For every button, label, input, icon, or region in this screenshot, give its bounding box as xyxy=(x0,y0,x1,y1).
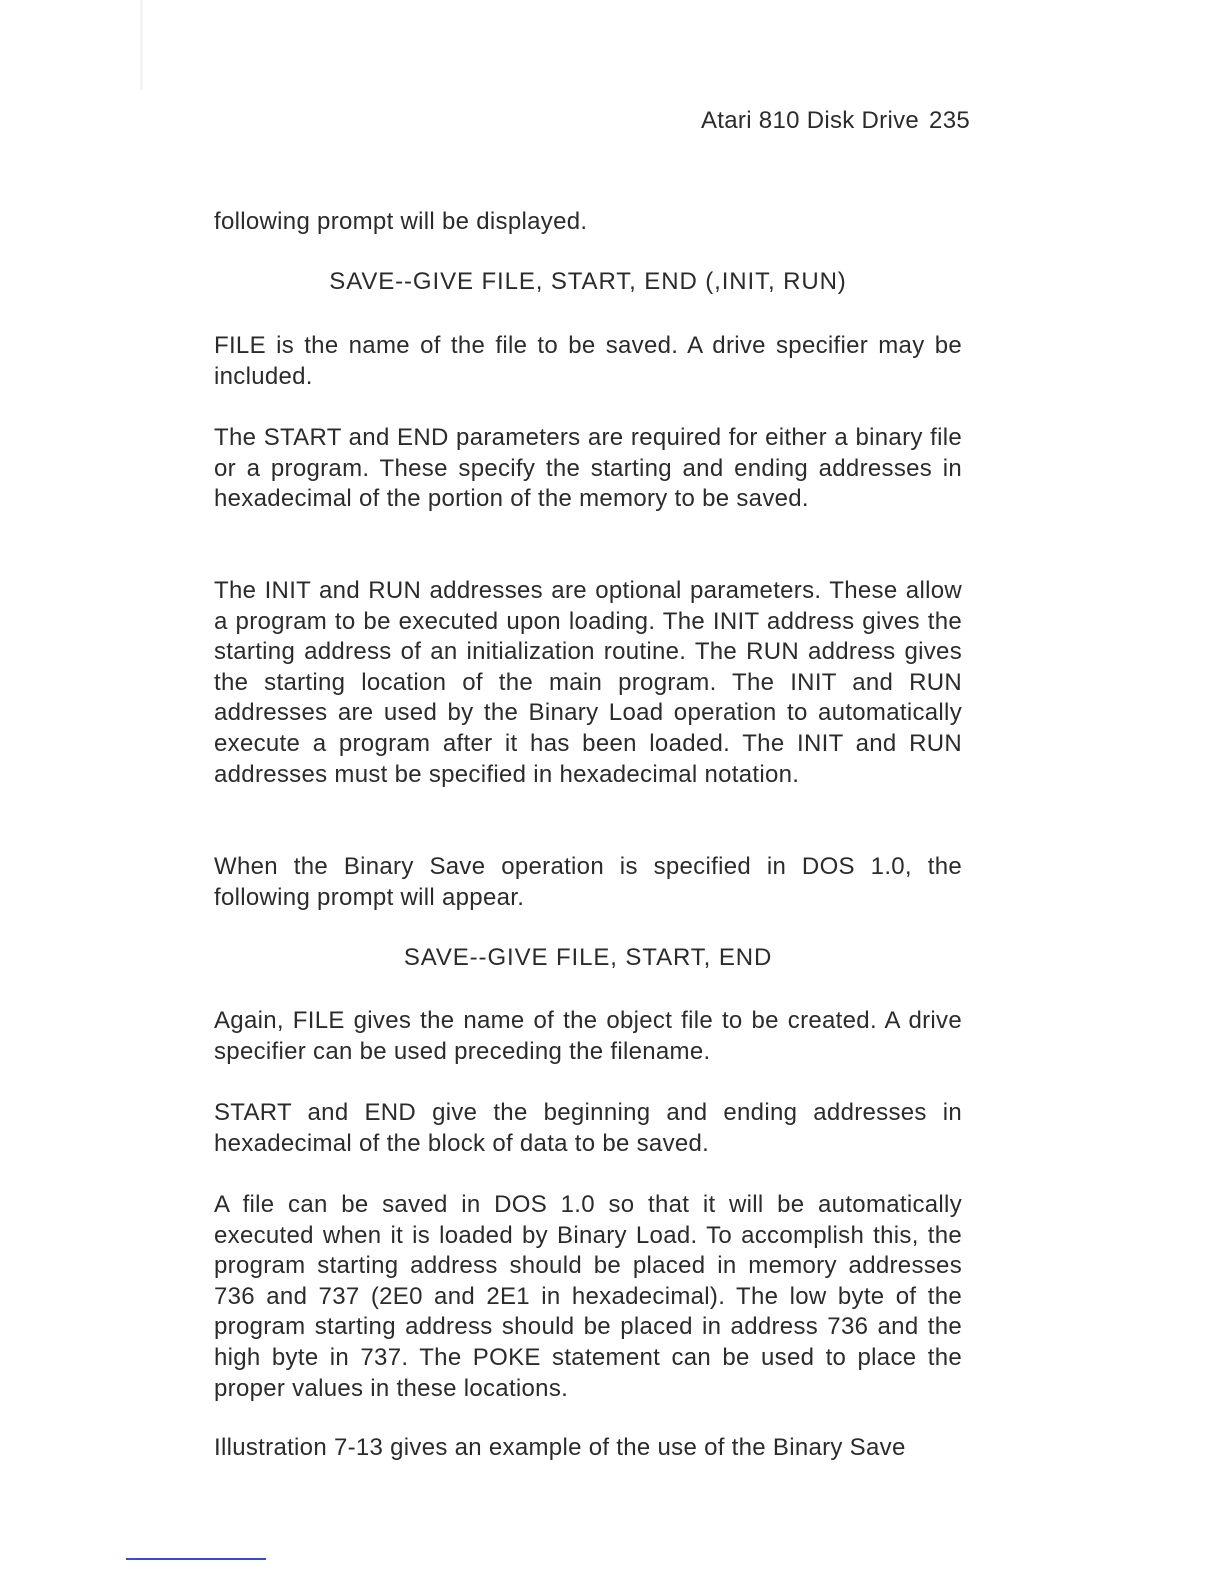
prompt-save-short: SAVE--GIVE FILE, START, END xyxy=(403,944,773,971)
header-title: Atari 810 Disk Drive xyxy=(700,107,920,134)
paragraph-object-file: Again, FILE gives the name of the object file to be created. A drive specifier can be used preceding the filename. xyxy=(214,1007,962,1065)
running-header xyxy=(701,107,970,135)
paragraph-start-end: The START and END parameters are required for either a binary file or a program. These specify the starting and ending addresses in hexadecimal of the portion of the memory to be saved. xyxy=(214,424,962,513)
page-number: 235 xyxy=(929,107,970,134)
prompt-save-full: SAVE--GIVE FILE, START, END (,INIT, RUN) xyxy=(329,268,847,295)
paragraph-init-run: The INIT and RUN addresses are optional parameters. These allow a program to be executed upon loading. The INIT address gives the starting address of an initialization routine. The RUN address gives the starting location of the main program. The INIT and RUN addresses are used by the Binary Load operation to automatically execute a program after it has been loaded. The INIT and RUN addresses must be specified in hexadecimal notation. xyxy=(214,577,962,788)
paragraph-binary-save-dos1: When the Binary Save operation is specified in DOS 1.0, the following prompt will appear. xyxy=(214,853,962,911)
page-edge-shadow xyxy=(140,0,143,90)
footnote-rule xyxy=(126,1558,266,1560)
paragraph-illustration-ref: Illustration 7-13 gives an example of the use of the Binary Save xyxy=(214,1434,906,1461)
paragraph-continuation: following prompt will be displayed. xyxy=(214,208,588,235)
paragraph-block-addresses: START and END give the beginning and ending addresses in hexadecimal of the block of data to be saved. xyxy=(214,1099,962,1157)
paragraph-file-description: FILE is the name of the file to be saved. A drive specifier may be included. xyxy=(214,332,962,390)
paragraph-auto-execute: A file can be saved in DOS 1.0 so that it will be automatically executed when it is loaded by Binary Load. To accomplish this, the program starting address should be placed in memory addresses 736 and 737 (2E0 and 2E1 in hexadecimal). The low byte of the program starting address should be placed in address 736 and the high byte in 737. The POKE statement can be used to place the proper values in these locations. xyxy=(214,1191,962,1402)
